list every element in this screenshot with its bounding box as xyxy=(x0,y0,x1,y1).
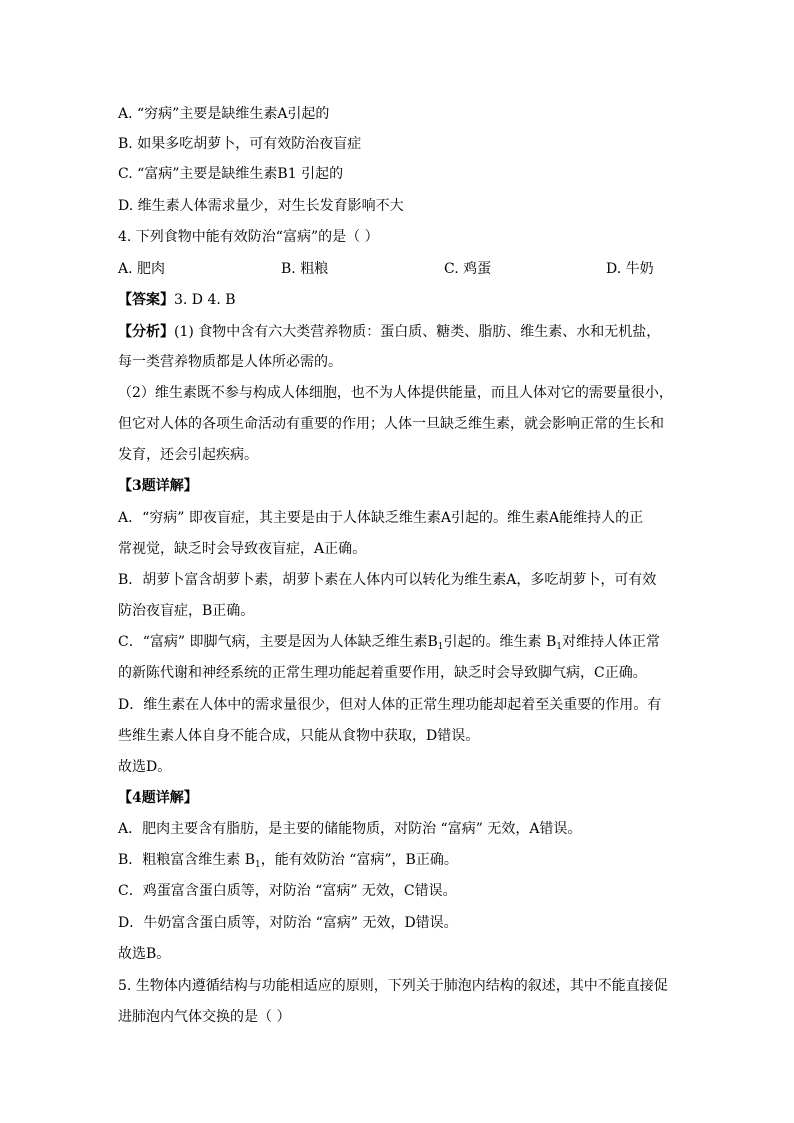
q3-option-c: C. “富病”主要是缺维生素B1 引起的 xyxy=(118,166,344,182)
q4-option-c: C. 鸡蛋 xyxy=(444,261,492,277)
subscript-1: 1 xyxy=(255,860,261,870)
q4-option-d: D. 牛奶 xyxy=(606,261,654,277)
subscript-1: 1 xyxy=(437,642,444,652)
answer-text: 3. D 4. B xyxy=(174,292,236,308)
analysis-label: 【分析】 xyxy=(118,324,174,340)
analysis-p2-line1: （2）维生素既不参与构成人体细胞，也不为人体提供能量，而且人体对它的需要量很小， xyxy=(118,385,673,401)
q4-option-a: A. 肥肉 xyxy=(118,261,166,277)
q4-detail-d: D．牛奶富含蛋白质等，对防治 “富病” 无效，D错误。 xyxy=(118,915,458,931)
q3-detail-b-line1: B．胡萝卜富含胡萝卜素，胡萝卜素在人体内可以转化为维生素A，多吃胡萝卜，可有效 xyxy=(118,572,657,588)
q3-detail-c-line2: 的新陈代谢和神经系统的正常生理功能起着重要作用，缺乏时会导致脚气病，C正确。 xyxy=(118,665,647,681)
q4-detail-b-pre: B．粗粮富含维生素 B xyxy=(118,852,256,868)
q3-option-a: A. “穷病”主要是缺维生素A引起的 xyxy=(118,106,330,122)
q5-stem-line2: 进肺泡内气体交换的是（ ） xyxy=(118,1009,291,1025)
q3-detail-c-line1 xyxy=(118,632,678,652)
q4-detail-b xyxy=(118,850,678,870)
q4-detail-a: A．肥肉主要含有脂肪，是主要的储能物质，对防治 “富病” 无效，A错误。 xyxy=(118,821,582,837)
q3-detail-c-pre: C．“富病” 即脚气病，主要是因为人体缺乏维生素B xyxy=(118,634,438,650)
analysis-line-1 xyxy=(118,322,678,342)
q4-option-b: B. 粗粮 xyxy=(281,261,329,277)
q3-detail-c-post: 对维持人体正常 xyxy=(561,634,660,650)
q3-detail-d-line1: D．维生素在人体中的需求量很少，但对人体的正常生理功能却起着至关重要的作用。有 xyxy=(118,697,662,713)
q3-option-b: B. 如果多吃胡萝卜，可有效防治夜盲症 xyxy=(118,136,362,152)
analysis-p2-line3: 发育，还会引起疾病。 xyxy=(118,447,258,463)
analysis-p2-line2: 但它对人体的各项生命活动有重要的作用；人体一旦缺乏维生素，就会影响正常的生长和 xyxy=(118,416,664,432)
q3-detail-d-line2: 些维生素人体自身不能合成，只能从食物中获取，D错误。 xyxy=(118,728,480,744)
q3-detail-a-line2: 常视觉，缺乏时会导致夜盲症，A正确。 xyxy=(118,541,367,557)
q3-detail-a-line1: A．“穷病” 即夜盲症，其主要是由于人体缺乏维生素A引起的。维生素A能维持人的正 xyxy=(118,510,644,526)
analysis-p1-line1: (1) 食物中含有六大类营养物质：蛋白质、糖类、脂肪、维生素、水和无机盐， xyxy=(174,324,661,340)
q4-stem: 4. 下列食物中能有效防治“富病”的是（ ） xyxy=(118,229,379,245)
q4-detail-c: C．鸡蛋富含蛋白质等，对防治 “富病” 无效，C错误。 xyxy=(118,883,457,899)
q4-detail-b-post: ，能有效防治 “富病”，B正确。 xyxy=(260,852,458,868)
analysis-p1-line2: 每一类营养物质都是人体所必需的。 xyxy=(118,354,342,370)
q3-detail-b-line2: 防治夜盲症，B正确。 xyxy=(118,603,255,619)
answer-label: 【答案】 xyxy=(118,292,174,308)
q4-detail-title: 【4题详解】 xyxy=(118,790,198,806)
q4-detail-conclusion: 故选B。 xyxy=(118,946,171,962)
q3-detail-conclusion: 故选D。 xyxy=(118,759,172,775)
subscript-1: 1 xyxy=(556,642,562,652)
q3-detail-title: 【3题详解】 xyxy=(118,478,198,494)
q5-stem-line1: 5. 生物体内遵循结构与功能相适应的原则，下列关于肺泡内结构的叙述，其中不能直接促 xyxy=(118,978,668,994)
q3-detail-c-mid: 引起的。维生素 B xyxy=(443,634,557,650)
q3-option-d: D. 维生素人体需求量少，对生长发育影响不大 xyxy=(118,198,404,214)
answer-line xyxy=(118,290,678,310)
